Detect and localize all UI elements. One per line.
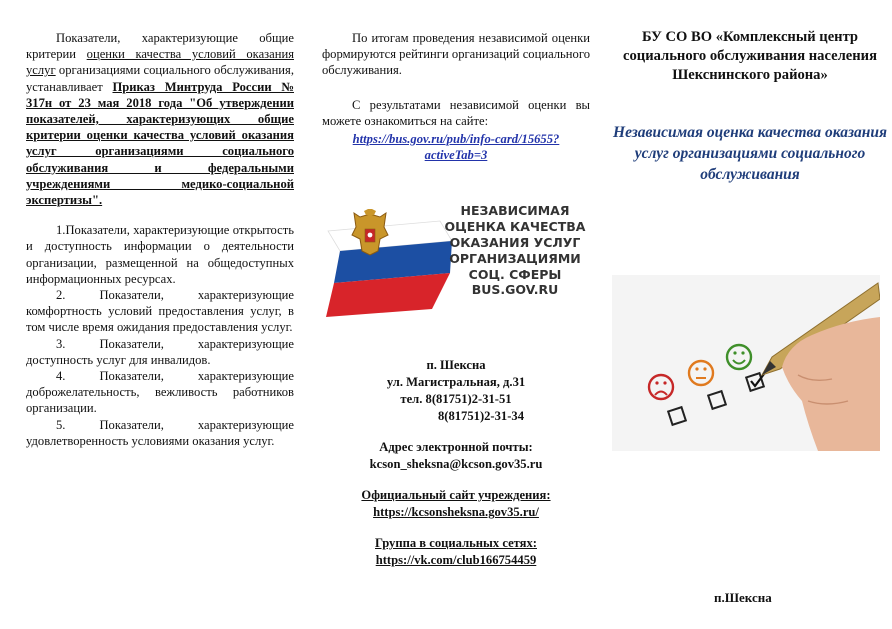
ratings-paragraph: По итогам проведения независимой оценки формируются рейтинги организаций социального обслуживания. [322,31,590,78]
intro-link-text: оценки качества условий оказания услуг [26,47,294,78]
organization-name: БУ СО ВО «Комплексный центр социального обслуживания населения Шекснинского района» [623,29,877,83]
indicator-item-2: 2. Показатели, характеризующие комфортность условий предоставления услуг, в том числе время ожидания предоставления услуг. [26,288,294,335]
russian-coat-of-arms-icon [350,209,390,257]
email-label: Адрес электронной почты: [379,440,533,455]
indicator-item-1: 1.Показатели, характеризующие открытость и доступность информации о деятельности организации, размещенной на общедоступных информационных ресурсах. [26,223,294,286]
logo-line: ОРГАНИЗАЦИЯМИ [449,250,581,266]
indicator-item-5: 5. Показатели, характеризующие удовлетворенность условиями оказания услуг. [26,417,294,448]
phone-2: 8(81751)2-31-34 [437,409,525,424]
feedback-illustration [612,275,880,451]
website-block [322,487,590,521]
bus-gov-logo [322,203,590,323]
logo-text-block [440,203,590,298]
address-street: ул. Магистральная, д.31 [386,375,526,390]
website-label: Официальный сайт учреждения: [361,488,551,503]
intro-mid: организациями социального обслуживания, устанавливает [26,63,294,94]
email-value[interactable]: kcson_sheksna@kcson.gov35.ru [369,457,543,472]
logo-line: BUS.GOV.RU [471,282,559,298]
right-column [608,0,892,629]
logo-line: ОКАЗАНИЯ УСЛУГ [449,235,581,251]
social-block [322,535,590,569]
intro-prefix: Показатели, характеризующие общие критерии [26,31,294,62]
indicator-item-3: 3. Показатели, характеризующие доступность услуг для инвалидов. [26,336,294,367]
address-city: п. Шексна [426,358,486,373]
address-block [322,357,590,425]
order-reference: Приказ Минтруда России № 317н от 23 мая 2018 года "Об утверждении показателей, характеризующих общие критерии оценки качества условий оказания услуг организациями социального обслуживания и федеральными учреждениями медико-социальной экспертизы". [26,79,294,208]
bus-gov-link[interactable]: https://bus.gov.ru/pub/info-card/15655?activeTab=3 [352,132,560,163]
email-block [322,439,590,473]
logo-line: ОЦЕНКА КАЧЕСТВА [444,219,586,235]
footer-location: п.Шексна [714,590,772,605]
social-link[interactable]: https://vk.com/club166754459 [375,553,537,568]
social-label: Группа в социальных сетях: [375,536,537,551]
logo-line: СОЦ. СФЕРЫ [468,266,562,282]
logo-line: НЕЗАВИСИМАЯ [460,203,570,219]
results-paragraph: С результатами независимой оценки вы можете ознакомиться на сайте: [322,97,590,128]
indicator-item-4: 4. Показатели, характеризующие доброжелательность, вежливость работников организации. [26,369,294,416]
brochure-title: Независимая оценка качества оказания услуг организациями социального обслуживания [613,124,887,183]
website-link[interactable]: https://kcsonsheksna.gov35.ru/ [373,505,539,520]
intro-paragraph [26,30,294,208]
phone-1: тел. 8(81751)2-31-51 [400,392,512,407]
middle-column [322,0,590,629]
left-column [26,0,294,629]
